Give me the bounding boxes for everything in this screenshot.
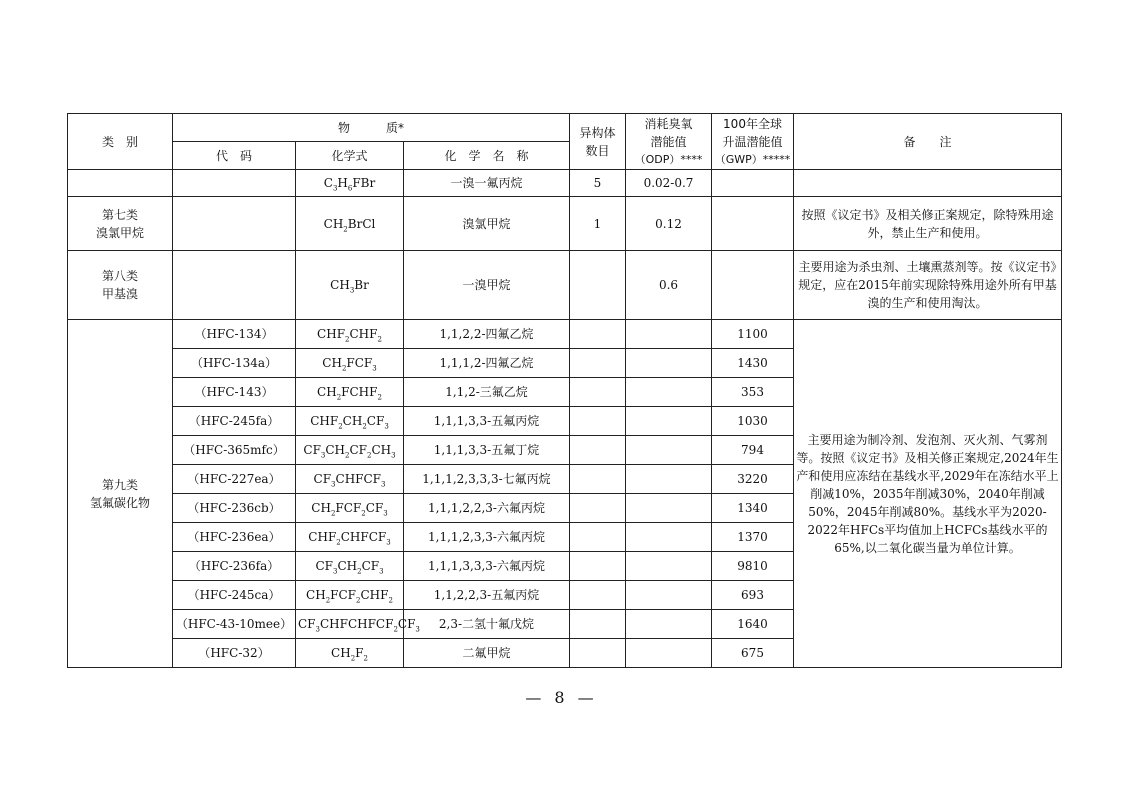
formula-sub: 3	[332, 184, 338, 193]
odp-cell	[626, 465, 712, 494]
odp-cell	[626, 407, 712, 436]
formula-part: C	[323, 176, 333, 190]
gwp-cell: 1640	[712, 610, 794, 639]
formula-cell	[296, 197, 404, 251]
formula-cell: $CF_3CH_2CF_3$	[296, 552, 404, 581]
chem-name-cell: 1,1,1,2,2,3-六氟丙烷	[404, 494, 570, 523]
odp-cell: 0.12	[626, 197, 712, 251]
code-cell: （HFC-236cb）	[173, 494, 296, 523]
remarks-cell: 主要用途为杀虫剂、土壤熏蒸剂等。按《议定书》规定，应在2015年前实现除特殊用途外所有甲基溴的生产和使用淘汰。	[794, 251, 1062, 320]
page-number: — 8 —	[525, 688, 598, 707]
formula-sub: 3	[349, 286, 355, 295]
odp-cell	[626, 494, 712, 523]
header-odp-line3: （ODP）****	[634, 152, 703, 166]
formula-cell: $CF_3CHFCHFCF_2CF_3$	[296, 610, 404, 639]
gwp-cell: 9810	[712, 552, 794, 581]
gwp-cell: 693	[712, 581, 794, 610]
isomers-cell: 5	[570, 170, 626, 197]
chem-name-cell: 1,1,1,2,3,3-六氟丙烷	[404, 523, 570, 552]
gwp-cell: 1430	[712, 349, 794, 378]
chem-name-cell: 1,1,1,3,3-五氟丙烷	[404, 407, 570, 436]
chem-name-cell: 1,1,1,2-四氟乙烷	[404, 349, 570, 378]
formula-part: Br	[354, 278, 369, 292]
isomers-cell	[570, 349, 626, 378]
odp-cell	[626, 639, 712, 668]
isomers-cell	[570, 251, 626, 320]
formula-cell: $CHF_2CHF_2$	[296, 320, 404, 349]
odp-cell	[626, 552, 712, 581]
table-row	[68, 170, 1062, 197]
formula-cell	[296, 170, 404, 197]
gwp-cell: 353	[712, 378, 794, 407]
category-line1: 第八类	[101, 269, 138, 283]
formula-cell: $CH_2FCF_2CF_3$	[296, 494, 404, 523]
isomers-cell	[570, 639, 626, 668]
odp-cell	[626, 349, 712, 378]
chem-name-cell: 一溴甲烷	[404, 251, 570, 320]
formula-cell: $CHF_2CH_2CF_3$	[296, 407, 404, 436]
header-chem-name: 化 学 名 称	[404, 142, 570, 170]
odp-cell	[626, 523, 712, 552]
code-cell: （HFC-32）	[173, 639, 296, 668]
category-line2: 甲基溴	[101, 287, 138, 301]
header-remarks: 备 注	[794, 114, 1062, 170]
remarks-cell: 按照《议定书》及相关修正案规定，除特殊用途外，禁止生产和使用。	[794, 197, 1062, 251]
chem-name-cell: 1,1,2,2-四氟乙烷	[404, 320, 570, 349]
formula-part: BrCl	[347, 216, 376, 231]
header-isomers	[570, 114, 626, 170]
isomers-cell	[570, 320, 626, 349]
code-cell: （HFC-143）	[173, 378, 296, 407]
chem-name-cell: 1,1,2-三氟乙烷	[404, 378, 570, 407]
header-formula: 化学式	[296, 142, 404, 170]
gwp-cell: 1100	[712, 320, 794, 349]
gwp-cell	[712, 197, 794, 251]
formula-part: CH	[330, 278, 350, 292]
header-odp-line2: 潜能值	[650, 134, 687, 149]
header-gwp-line2: 升温潜能值	[722, 134, 783, 149]
gwp-cell: 1030	[712, 407, 794, 436]
category-line2: 溴氯甲烷	[95, 225, 144, 240]
category-cell	[68, 320, 173, 668]
substances-table	[67, 113, 1062, 668]
formula-part: FBr	[352, 176, 376, 190]
isomers-cell	[570, 581, 626, 610]
code-cell: （HFC-227ea）	[173, 465, 296, 494]
header-gwp-line3: （GWP）*****	[714, 152, 791, 166]
formula-sub: 6	[347, 184, 353, 193]
gwp-cell	[712, 170, 794, 197]
category-cell	[68, 170, 173, 197]
code-cell: （HFC-134a）	[173, 349, 296, 378]
code-cell: （HFC-236fa）	[173, 552, 296, 581]
header-gwp	[712, 114, 794, 170]
header-isomers-text: 异构体数目	[579, 125, 616, 158]
chem-name-cell: 1,1,1,3,3-五氟丁烷	[404, 436, 570, 465]
header-code: 代 码	[173, 142, 296, 170]
code-cell	[173, 197, 296, 251]
formula-cell: $CHF_2CHFCF_3$	[296, 523, 404, 552]
code-cell	[173, 170, 296, 197]
code-cell	[173, 251, 296, 320]
table-row	[68, 251, 1062, 320]
isomers-cell	[570, 378, 626, 407]
code-cell: （HFC-245fa）	[173, 407, 296, 436]
header-odp-line1: 消耗臭氧	[644, 116, 693, 131]
odp-cell	[626, 581, 712, 610]
isomers-cell	[570, 407, 626, 436]
category-line1: 第七类	[101, 207, 138, 222]
formula-cell	[296, 251, 404, 320]
category-cell	[68, 197, 173, 251]
remarks-cell: 主要用途为制冷剂、发泡剂、灭火剂、气雾剂等。按照《议定书》及相关修正案规定,2024年生产和使用应冻结在基线水平,2029年在冻结水平上削减10%，2035年削减30%，2040年削减50%，2045年削减80%。基线水平为2020-2022年HFCs平均值加上HCFCs基线水平的65%,以二氧化碳当量为单位计算。	[794, 320, 1062, 668]
isomers-cell	[570, 494, 626, 523]
isomers-cell	[570, 552, 626, 581]
gwp-cell: 675	[712, 639, 794, 668]
odp-cell	[626, 610, 712, 639]
chem-name-cell: 2,3-二氢十氟戊烷	[404, 610, 570, 639]
formula-part: CH	[323, 216, 344, 231]
table-row	[68, 320, 1062, 349]
gwp-cell	[712, 251, 794, 320]
isomers-cell	[570, 465, 626, 494]
isomers-cell: 1	[570, 197, 626, 251]
header-gwp-line1: 100年全球	[723, 116, 782, 131]
formula-sub: 2	[343, 224, 348, 233]
odp-cell	[626, 378, 712, 407]
odp-cell	[626, 320, 712, 349]
odp-cell: 0.02-0.7	[626, 170, 712, 197]
chem-name-cell: 二氟甲烷	[404, 639, 570, 668]
category-cell	[68, 251, 173, 320]
code-cell: （HFC-134）	[173, 320, 296, 349]
chem-name-cell: 一溴一氟丙烷	[404, 170, 570, 197]
isomers-cell	[570, 610, 626, 639]
chem-name-cell: 1,1,1,2,3,3,3-七氟丙烷	[404, 465, 570, 494]
formula-cell: $CH_2FCF_3$	[296, 349, 404, 378]
chem-name-cell: 1,1,2,2,3-五氟丙烷	[404, 581, 570, 610]
gwp-cell: 3220	[712, 465, 794, 494]
isomers-cell	[570, 436, 626, 465]
formula-part: H	[337, 176, 348, 190]
gwp-cell: 794	[712, 436, 794, 465]
formula-cell: $CH_2F_2$	[296, 639, 404, 668]
formula-cell: $CH_2FCHF_2$	[296, 378, 404, 407]
remarks-cell	[794, 170, 1062, 197]
header-odp	[626, 114, 712, 170]
formula-cell: $CF_3CHFCF_3$	[296, 465, 404, 494]
code-cell: （HFC-236ea）	[173, 523, 296, 552]
category-line2: 氢氟碳化物	[89, 495, 150, 510]
chem-name-cell: 溴氯甲烷	[404, 197, 570, 251]
gwp-cell: 1340	[712, 494, 794, 523]
odp-cell	[626, 436, 712, 465]
table-row	[68, 197, 1062, 251]
formula-cell: $CH_2FCF_2CHF_2$	[296, 581, 404, 610]
gwp-cell: 1370	[712, 523, 794, 552]
formula-cell: $CF_3CH_2CF_2CH_3$	[296, 436, 404, 465]
code-cell: （HFC-43-10mee）	[173, 610, 296, 639]
isomers-cell	[570, 523, 626, 552]
chem-name-cell: 1,1,1,3,3,3-六氟丙烷	[404, 552, 570, 581]
header-substance: 物 质*	[173, 114, 570, 142]
category-line1: 第九类	[101, 477, 138, 492]
code-cell: （HFC-245ca）	[173, 581, 296, 610]
odp-cell: 0.6	[626, 251, 712, 320]
header-category: 类 别	[68, 114, 173, 170]
code-cell: （HFC-365mfc）	[173, 436, 296, 465]
